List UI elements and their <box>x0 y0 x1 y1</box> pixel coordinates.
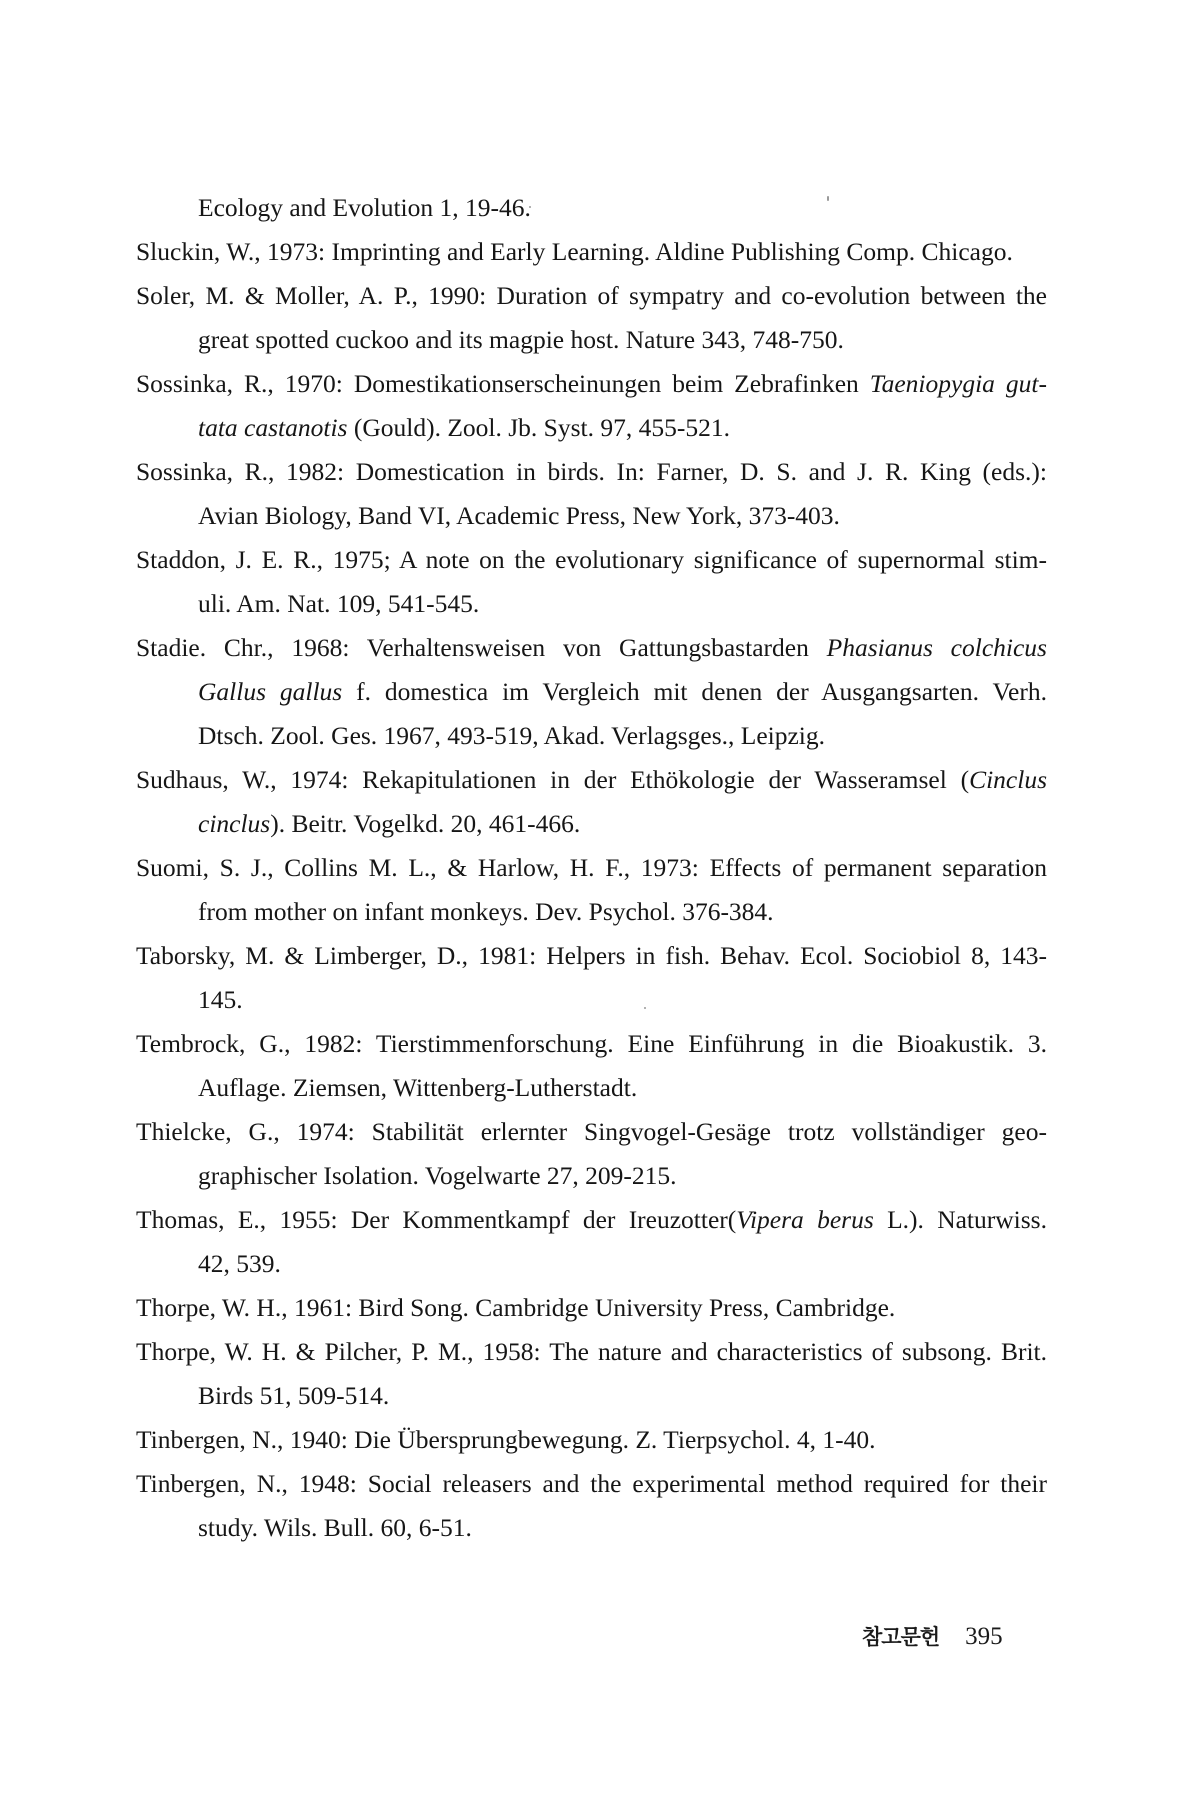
reference-text: Thomas, E., 1955: Der Kommentkampf der Ireuzotter( <box>136 1205 737 1234</box>
reference-continuation-line <box>136 670 1047 714</box>
reference-first-line <box>136 450 1047 494</box>
reference-text: Auflage. Ziemsen, Wittenberg-Lutherstadt. <box>198 1073 638 1102</box>
reference-entry <box>136 538 1047 626</box>
reference-text: f. domestica im Vergleich mit denen der Ausgangsarten. Verh. <box>342 677 1047 706</box>
reference-text: Sudhaus, W., 1974: Rekapitulationen in der Ethökologie der Wasseramsel ( <box>136 765 970 794</box>
reference-continuation-line <box>136 1066 1047 1110</box>
reference-entry <box>136 1022 1047 1110</box>
reference-entry <box>136 1418 1047 1462</box>
reference-continuation-line <box>136 318 1047 362</box>
reference-entry <box>136 1330 1047 1418</box>
reference-continuation-line <box>136 802 1047 846</box>
reference-text: from mother on infant monkeys. Dev. Psychol. 376-384. <box>198 897 774 926</box>
reference-text: Thielcke, G., 1974: Stabilität erlernter Singvogel-Gesäge trotz vollständiger geo- <box>136 1117 1047 1146</box>
reference-text: ). Beitr. Vogelkd. 20, 461-466. <box>270 809 581 838</box>
reference-text: Sossinka, R., 1970: Domestikationserscheinungen beim Zebrafinken <box>136 369 870 398</box>
reference-entry <box>136 362 1047 450</box>
reference-continuation-line <box>136 494 1047 538</box>
reference-continuation-line <box>136 406 1047 450</box>
reference-text: Stadie. Chr., 1968: Verhaltensweisen von Gattungsbastarden <box>136 633 827 662</box>
reference-first-line <box>136 1110 1047 1154</box>
reference-first-line <box>136 934 1047 978</box>
reference-entry <box>136 934 1047 1022</box>
reference-text: study. Wils. Bull. 60, 6-51. <box>198 1513 472 1542</box>
reference-text: Dtsch. Zool. Ges. 1967, 493-519, Akad. Verlagsges., Leipzig. <box>198 721 826 750</box>
reference-text: 145. <box>198 985 243 1014</box>
reference-text: Taborsky, M. & Limberger, D., 1981: Helpers in fish. Behav. Ecol. Sociobiol 8, 143- <box>136 941 1047 970</box>
reference-entry <box>136 274 1047 362</box>
reference-text: Tinbergen, N., 1948: Social releasers and the experimental method required for their <box>136 1469 1047 1498</box>
reference-text: Avian Biology, Band VI, Academic Press, New York, 373-403. <box>198 501 840 530</box>
reference-entry <box>136 846 1047 934</box>
reference-text: Tinbergen, N., 1940: Die Übersprungbewegung. Z. Tierpsychol. 4, 1-40. <box>136 1425 876 1454</box>
reference-first-line <box>136 1330 1047 1374</box>
reference-continuation-line <box>136 1506 1047 1550</box>
reference-continuation-line <box>136 1374 1047 1418</box>
reference-text: Sossinka, R., 1982: Domestication in birds. In: Farner, D. S. and J. R. King (eds.): <box>136 457 1047 486</box>
reference-first-line <box>136 1286 1047 1330</box>
reference-first-line <box>136 758 1047 802</box>
reference-text: great spotted cuckoo and its magpie host. Nature 343, 748-750. <box>198 325 844 354</box>
italic-taxon-text: tata castanotis <box>198 413 348 442</box>
reference-text: Suomi, S. J., Collins M. L., & Harlow, H. F., 1973: Effects of permanent separation <box>136 853 1047 882</box>
reference-continuation-line <box>136 186 1047 230</box>
reference-first-line <box>136 274 1047 318</box>
reference-entry <box>136 1110 1047 1198</box>
reference-text: Sluckin, W., 1973: Imprinting and Early Learning. Aldine Publishing Comp. Chicago. <box>136 237 1013 266</box>
reference-entry <box>136 230 1047 274</box>
reference-continuation-line <box>136 714 1047 758</box>
italic-taxon-text: Vipera berus <box>736 1205 874 1234</box>
reference-entry <box>136 450 1047 538</box>
reference-entry <box>136 1286 1047 1330</box>
page-number: 395 <box>965 1623 1003 1650</box>
reference-text: Birds 51, 509-514. <box>198 1381 390 1410</box>
reference-first-line <box>136 846 1047 890</box>
reference-entry <box>136 1198 1047 1286</box>
reference-first-line <box>136 1462 1047 1506</box>
reference-text: Tembrock, G., 1982: Tierstimmenforschung. Eine Einführung in die Bioakustik. 3. <box>136 1029 1047 1058</box>
section-label: 참고문헌 <box>862 1625 940 1649</box>
reference-first-line <box>136 230 1047 274</box>
reference-text: L.). Naturwiss. <box>873 1205 1047 1234</box>
reference-first-line <box>136 626 1047 670</box>
reference-entry <box>136 186 1047 230</box>
italic-taxon-text: Taeniopygia gut- <box>869 369 1047 398</box>
reference-entry <box>136 626 1047 758</box>
reference-text: uli. Am. Nat. 109, 541-545. <box>198 589 480 618</box>
reference-first-line <box>136 538 1047 582</box>
italic-taxon-text: Gallus gallus <box>198 677 343 706</box>
reference-text: Thorpe, W. H., 1961: Bird Song. Cambridge University Press, Cambridge. <box>136 1293 896 1322</box>
reference-text: 42, 539. <box>198 1249 281 1278</box>
page-footer <box>862 1622 1003 1652</box>
italic-taxon-text: cinclus <box>198 809 271 838</box>
reference-first-line <box>136 1022 1047 1066</box>
reference-list <box>136 186 1047 1550</box>
reference-entry <box>136 758 1047 846</box>
reference-entry <box>136 1462 1047 1550</box>
reference-continuation-line <box>136 978 1047 1022</box>
reference-text: Soler, M. & Moller, A. P., 1990: Duration of sympatry and co-evolution between the <box>136 281 1047 310</box>
reference-text: graphischer Isolation. Vogelwarte 27, 209-215. <box>198 1161 677 1190</box>
reference-continuation-line <box>136 582 1047 626</box>
italic-taxon-text: Cinclus <box>969 765 1047 794</box>
reference-text: Thorpe, W. H. & Pilcher, P. M., 1958: The nature and characteristics of subsong. Brit. <box>136 1337 1047 1366</box>
reference-continuation-line <box>136 890 1047 934</box>
reference-first-line <box>136 362 1047 406</box>
reference-first-line <box>136 1198 1047 1242</box>
reference-text: Staddon, J. E. R., 1975; A note on the evolutionary significance of supernormal stim- <box>136 545 1047 574</box>
reference-text: Ecology and Evolution 1, 19-46. <box>198 193 531 222</box>
italic-taxon-text: Phasianus colchicus <box>826 633 1047 662</box>
reference-text: (Gould). Zool. Jb. Syst. 97, 455-521. <box>347 413 730 442</box>
reference-first-line <box>136 1418 1047 1462</box>
reference-continuation-line <box>136 1242 1047 1286</box>
reference-continuation-line <box>136 1154 1047 1198</box>
